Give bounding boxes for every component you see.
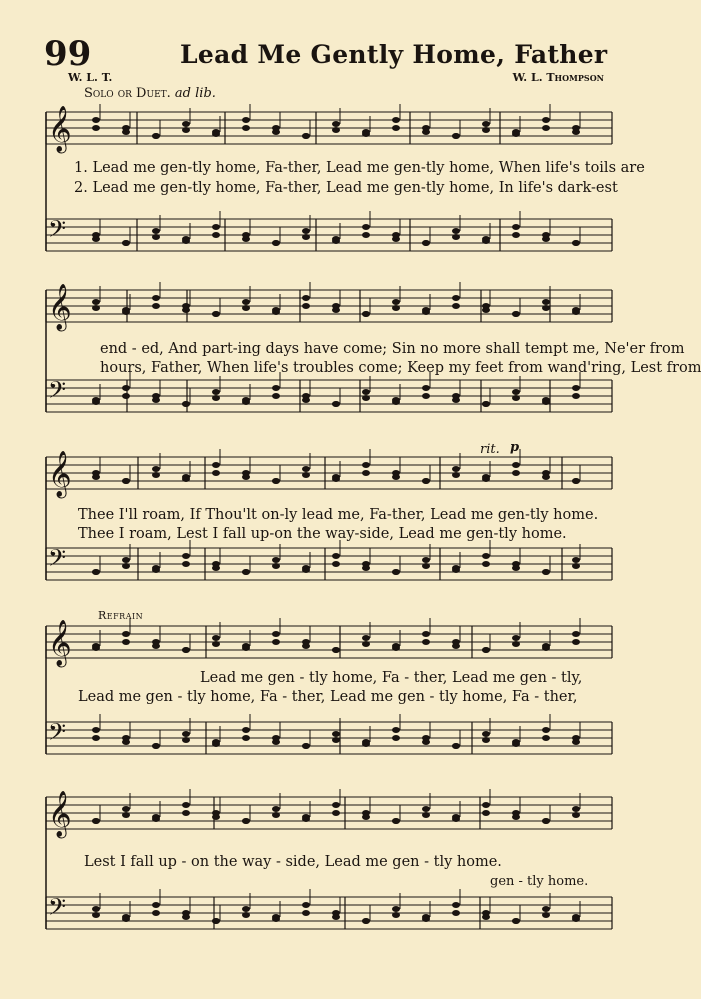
note-head <box>512 232 520 238</box>
note-head <box>482 553 490 559</box>
note-head <box>362 741 370 747</box>
note-head <box>392 727 400 733</box>
note-head <box>482 810 490 816</box>
note-head <box>482 802 490 808</box>
note-head <box>242 299 250 305</box>
note-head <box>152 567 160 573</box>
note-head <box>152 228 160 234</box>
note-head <box>392 236 400 242</box>
hymn-title: Lead Me Gently Home, Father <box>180 40 608 69</box>
note-head <box>572 739 580 745</box>
note-head <box>302 133 310 139</box>
note-head <box>572 916 580 922</box>
note-head <box>302 902 310 908</box>
note-head <box>332 914 340 920</box>
note-head <box>92 569 100 575</box>
note-head <box>332 476 340 482</box>
performance-italic: ad lib. <box>174 86 216 101</box>
note-head <box>542 117 550 123</box>
system2-verse1: end - ed, And part-ing days have come; Sin no more shall tempt me, Ne'er from <box>100 341 685 357</box>
bass-clef-icon: 𝄢 <box>48 215 67 248</box>
treble-clef-icon: 𝄞 <box>48 451 72 497</box>
note-head <box>572 631 580 637</box>
note-head <box>152 303 160 309</box>
note-head <box>122 385 130 391</box>
note-head <box>362 224 370 230</box>
note-head <box>182 127 190 133</box>
note-head <box>392 735 400 741</box>
note-head <box>272 806 280 812</box>
note-head <box>302 567 310 573</box>
note-head <box>92 912 100 918</box>
note-head <box>482 127 490 133</box>
note-head <box>452 472 460 478</box>
note-head <box>362 641 370 647</box>
note-head <box>422 385 430 391</box>
system3-verse1: Thee I'll roam, If Thou'lt on-ly lead me, Fa-ther, Lead me gen-tly home. <box>78 507 599 523</box>
note-head <box>182 121 190 127</box>
note-head <box>242 818 250 824</box>
note-head <box>152 910 160 916</box>
note-head <box>422 739 430 745</box>
bass-clef-icon: 𝄢 <box>48 376 67 409</box>
note-head <box>362 565 370 571</box>
note-head <box>542 912 550 918</box>
note-head <box>572 478 580 484</box>
note-head <box>392 645 400 651</box>
system3-verse2: Thee I roam, Lest I fall up-on the way-side, Lead me gen-tly home. <box>78 526 567 542</box>
note-head <box>332 307 340 313</box>
note-head <box>92 299 100 305</box>
note-head <box>272 639 280 645</box>
note-head <box>92 645 100 651</box>
note-head <box>452 295 460 301</box>
note-head <box>242 117 250 123</box>
note-head <box>182 802 190 808</box>
note-head <box>512 635 520 641</box>
note-head <box>482 647 490 653</box>
note-head <box>362 395 370 401</box>
note-head <box>212 814 220 820</box>
note-head <box>272 478 280 484</box>
note-head <box>332 238 340 244</box>
note-head <box>452 466 460 472</box>
note-head <box>122 563 130 569</box>
note-head <box>272 916 280 922</box>
note-head <box>212 635 220 641</box>
note-head <box>242 236 250 242</box>
note-head <box>332 810 340 816</box>
note-head <box>182 553 190 559</box>
system5-upper-lyric: Lest I fall up - on the way - side, Lead me gen - tly home. <box>84 854 502 870</box>
note-head <box>272 631 280 637</box>
note-head <box>572 639 580 645</box>
note-head <box>572 129 580 135</box>
dynamic-marking: p <box>510 440 520 455</box>
note-head <box>452 397 460 403</box>
note-head <box>272 557 280 563</box>
note-head <box>152 295 160 301</box>
note-head <box>122 739 130 745</box>
note-head <box>362 131 370 137</box>
note-head <box>242 906 250 912</box>
note-head <box>422 812 430 818</box>
bass-clef-icon: 𝄢 <box>48 893 67 926</box>
note-head <box>122 129 130 135</box>
note-head <box>392 305 400 311</box>
author-credit: W. L. T. <box>68 71 113 84</box>
note-head <box>512 395 520 401</box>
note-head <box>542 299 550 305</box>
note-head <box>542 569 550 575</box>
note-head <box>572 806 580 812</box>
note-head <box>242 735 250 741</box>
note-head <box>272 812 280 818</box>
note-head <box>392 117 400 123</box>
note-head <box>482 307 490 313</box>
note-head <box>152 133 160 139</box>
note-head <box>302 743 310 749</box>
note-head <box>512 918 520 924</box>
note-head <box>362 814 370 820</box>
note-head <box>92 117 100 123</box>
note-head <box>572 393 580 399</box>
note-head <box>92 818 100 824</box>
note-head <box>182 561 190 567</box>
system4-upper-lyric: Lead me gen - tly home, Fa - ther, Lead me gen - tly, <box>200 670 583 686</box>
note-head <box>92 906 100 912</box>
note-head <box>452 910 460 916</box>
note-head <box>122 806 130 812</box>
note-head <box>152 816 160 822</box>
note-head <box>302 228 310 234</box>
note-head <box>542 818 550 824</box>
note-head <box>512 565 520 571</box>
note-head <box>482 914 490 920</box>
note-head <box>392 906 400 912</box>
bass-clef-icon: 𝄢 <box>48 544 67 577</box>
system5-lower-lyric: gen - tly home. <box>490 874 589 889</box>
note-head <box>122 557 130 563</box>
note-head <box>362 232 370 238</box>
performance-label: Solo or Duet. <box>84 86 171 101</box>
note-head <box>512 741 520 747</box>
note-head <box>572 563 580 569</box>
note-head <box>392 299 400 305</box>
note-head <box>572 309 580 315</box>
note-head <box>152 466 160 472</box>
note-head <box>182 647 190 653</box>
note-head <box>572 812 580 818</box>
note-head <box>332 647 340 653</box>
note-head <box>332 553 340 559</box>
note-head <box>482 561 490 567</box>
note-head <box>212 389 220 395</box>
composer-credit: W. L. Thompson <box>512 71 604 84</box>
note-head <box>122 631 130 637</box>
note-head <box>302 397 310 403</box>
note-head <box>452 816 460 822</box>
note-head <box>122 309 130 315</box>
note-head <box>362 389 370 395</box>
note-head <box>572 240 580 246</box>
note-head <box>302 303 310 309</box>
note-head <box>212 470 220 476</box>
note-head <box>92 474 100 480</box>
note-head <box>152 472 160 478</box>
note-head <box>122 916 130 922</box>
note-head <box>512 389 520 395</box>
note-head <box>122 478 130 484</box>
note-head <box>512 224 520 230</box>
note-head <box>242 912 250 918</box>
note-head <box>362 311 370 317</box>
treble-clef-icon: 𝄞 <box>48 620 72 666</box>
note-head <box>332 561 340 567</box>
note-head <box>242 645 250 651</box>
note-head <box>92 735 100 741</box>
note-head <box>152 902 160 908</box>
note-head <box>332 802 340 808</box>
note-head <box>512 641 520 647</box>
note-head <box>182 307 190 313</box>
note-head <box>212 641 220 647</box>
note-head <box>212 311 220 317</box>
note-head <box>332 737 340 743</box>
note-head <box>542 727 550 733</box>
note-head <box>362 918 370 924</box>
note-head <box>542 645 550 651</box>
note-head <box>332 121 340 127</box>
note-head <box>272 563 280 569</box>
note-head <box>542 236 550 242</box>
note-head <box>242 727 250 733</box>
system1-verse1: 1. Lead me gen-tly home, Fa-ther, Lead me gen-tly home, When life's toils are <box>74 160 645 176</box>
note-head <box>482 731 490 737</box>
note-head <box>212 395 220 401</box>
note-head <box>362 470 370 476</box>
note-head <box>272 739 280 745</box>
note-head <box>302 466 310 472</box>
note-head <box>242 305 250 311</box>
note-head <box>92 236 100 242</box>
note-head <box>392 818 400 824</box>
note-head <box>302 472 310 478</box>
treble-clef-icon: 𝄞 <box>48 284 72 330</box>
note-head <box>92 399 100 405</box>
note-head <box>302 910 310 916</box>
note-head <box>212 462 220 468</box>
note-head <box>422 478 430 484</box>
note-head <box>542 474 550 480</box>
note-head <box>332 127 340 133</box>
note-head <box>302 295 310 301</box>
note-head <box>302 816 310 822</box>
note-head <box>242 569 250 575</box>
note-head <box>212 741 220 747</box>
note-head <box>182 731 190 737</box>
note-head <box>572 385 580 391</box>
refrain-label: Refrain <box>98 609 144 622</box>
note-head <box>122 639 130 645</box>
note-head <box>452 567 460 573</box>
note-head <box>392 569 400 575</box>
note-head <box>272 129 280 135</box>
note-head <box>92 305 100 311</box>
note-head <box>272 393 280 399</box>
note-head <box>512 462 520 468</box>
note-head <box>542 735 550 741</box>
note-head <box>242 399 250 405</box>
note-head <box>182 914 190 920</box>
note-head <box>212 131 220 137</box>
note-head <box>452 743 460 749</box>
note-head <box>242 474 250 480</box>
note-head <box>332 731 340 737</box>
note-head <box>152 397 160 403</box>
note-head <box>182 737 190 743</box>
note-head <box>422 557 430 563</box>
note-head <box>302 643 310 649</box>
rit-marking: rit. <box>480 442 500 457</box>
note-head <box>392 125 400 131</box>
note-head <box>422 129 430 135</box>
note-head <box>182 238 190 244</box>
note-head <box>422 916 430 922</box>
note-head <box>452 303 460 309</box>
note-head <box>422 240 430 246</box>
treble-clef-icon: 𝄞 <box>48 791 72 837</box>
note-head <box>422 631 430 637</box>
note-head <box>422 309 430 315</box>
note-head <box>422 639 430 645</box>
note-head <box>92 727 100 733</box>
note-head <box>332 401 340 407</box>
note-head <box>512 814 520 820</box>
note-head <box>362 462 370 468</box>
note-head <box>92 125 100 131</box>
note-head <box>512 311 520 317</box>
note-head <box>422 563 430 569</box>
note-head <box>272 309 280 315</box>
note-head <box>182 401 190 407</box>
note-head <box>512 470 520 476</box>
note-head <box>482 476 490 482</box>
note-head <box>512 131 520 137</box>
note-head <box>392 474 400 480</box>
note-head <box>272 240 280 246</box>
note-head <box>392 399 400 405</box>
note-head <box>122 812 130 818</box>
system1-verse2: 2. Lead me gen-tly home, Fa-ther, Lead me gen-tly home, In life's dark-est <box>74 180 618 196</box>
treble-clef-icon: 𝄞 <box>48 106 72 152</box>
note-head <box>272 385 280 391</box>
note-head <box>542 125 550 131</box>
note-head <box>542 906 550 912</box>
note-head <box>542 399 550 405</box>
bass-clef-icon: 𝄢 <box>48 718 67 751</box>
note-head <box>122 240 130 246</box>
note-head <box>482 121 490 127</box>
note-head <box>182 810 190 816</box>
note-head <box>152 234 160 240</box>
note-head <box>122 393 130 399</box>
system4-lower-lyric: Lead me gen - tly home, Fa - ther, Lead me gen - tly home, Fa - ther, <box>78 689 578 705</box>
note-head <box>482 238 490 244</box>
note-head <box>452 133 460 139</box>
note-head <box>452 228 460 234</box>
note-head <box>482 401 490 407</box>
note-head <box>182 476 190 482</box>
note-head <box>572 557 580 563</box>
note-head <box>212 232 220 238</box>
note-head <box>212 565 220 571</box>
note-head <box>482 737 490 743</box>
system2-verse2: hours, Father, When life's troubles come; Keep my feet from wand'ring, Lest from <box>100 360 701 376</box>
hymn-number: 99 <box>44 34 92 74</box>
note-head <box>242 125 250 131</box>
note-head <box>362 635 370 641</box>
note-head <box>542 305 550 311</box>
note-head <box>152 743 160 749</box>
note-head <box>392 912 400 918</box>
note-head <box>422 393 430 399</box>
note-head <box>452 643 460 649</box>
note-head <box>422 806 430 812</box>
note-head <box>452 234 460 240</box>
note-head <box>452 902 460 908</box>
note-head <box>212 918 220 924</box>
note-head <box>212 224 220 230</box>
note-head <box>152 643 160 649</box>
note-head <box>302 234 310 240</box>
